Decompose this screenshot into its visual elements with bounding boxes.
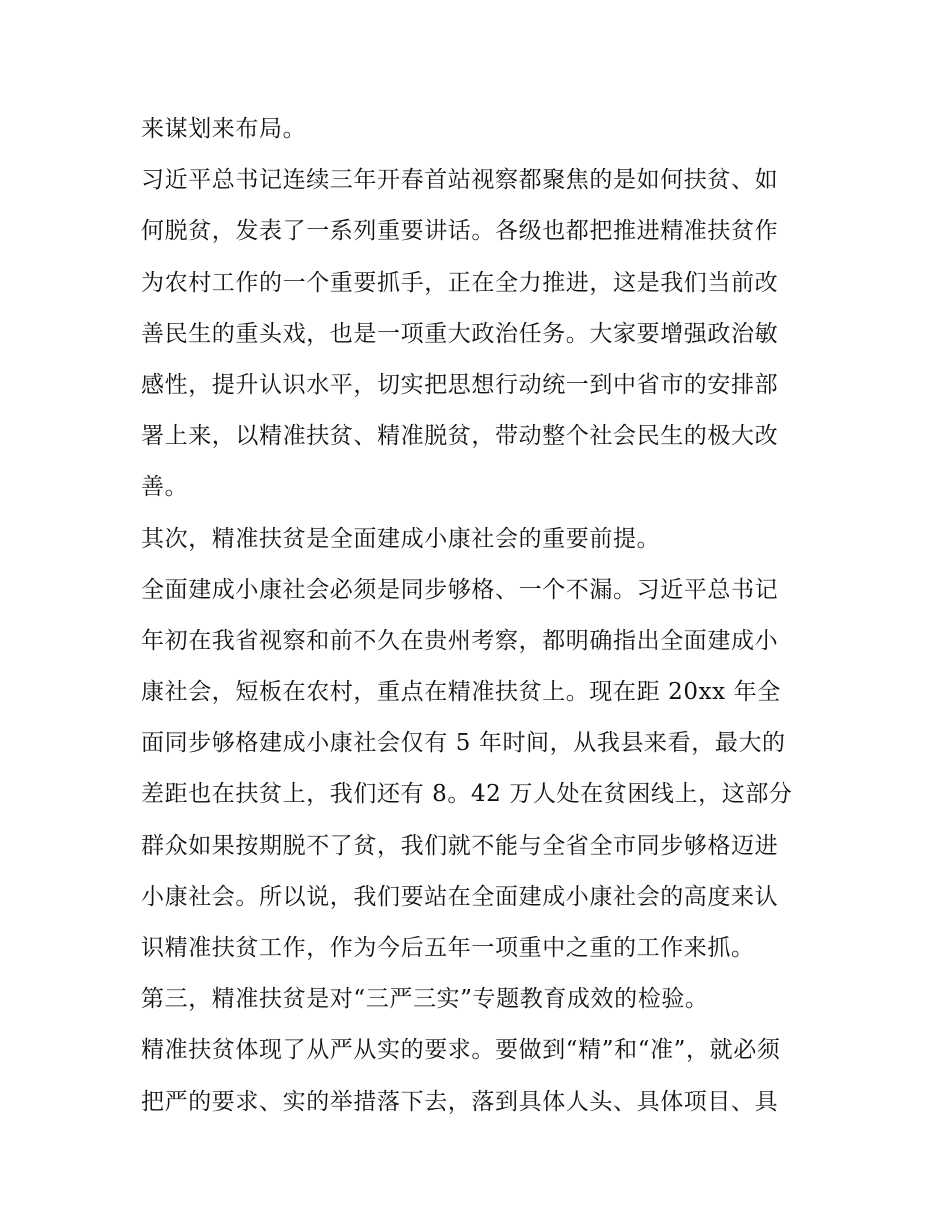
text-line: 何脱贫，发表了一系列重要讲话。各级也都把推进精准扶贫作	[141, 218, 779, 245]
text-line: 年初在我省视察和前不久在贵州考察，都明确指出全面建成小	[141, 627, 779, 654]
text-line: 署上来，以精准扶贫、精准脱贫，带动整个社会民生的极大改	[141, 423, 779, 450]
text-line: 小康社会。所以说，我们要站在全面建成小康社会的高度来认	[141, 883, 779, 910]
text-line: 精准扶贫体现了从严从实的要求。要做到“精”和“准”，就必须	[141, 1037, 781, 1064]
text-line: 差距也在扶贫上，我们还有 8。42 万人处在贫困线上，这部分	[141, 781, 793, 808]
text-line: 面同步够格建成小康社会仅有 5 年时间，从我县来看，最大的	[141, 730, 786, 757]
text-line: 善。	[141, 474, 189, 501]
text-line: 群众如果按期脱不了贫，我们就不能与全省全市同步够格迈进	[141, 832, 779, 859]
text-line: 习近平总书记连续三年开春首站视察都聚焦的是如何扶贫、如	[141, 167, 779, 194]
text-line: 全面建成小康社会必须是同步够格、一个不漏。习近平总书记	[141, 576, 779, 603]
body-text	[141, 104, 821, 1128]
section-heading-line: 第三，精准扶贫是对“三严三实”专题教育成效的检验。	[141, 986, 709, 1013]
section-heading-line: 其次，精准扶贫是全面建成小康社会的重要前提。	[141, 525, 661, 552]
text-line: 来谋划来布局。	[141, 116, 307, 142]
text-line: 康社会，短板在农村，重点在精准扶贫上。现在距 20xx 年全	[141, 679, 781, 706]
text-line: 识精准扶贫工作，作为今后五年一项重中之重的工作来抓。	[141, 935, 755, 961]
text-line: 把严的要求、实的举措落下去，落到具体人头、具体项目、具	[141, 1088, 779, 1115]
text-line: 感性，提升认识水平，切实把思想行动统一到中省市的安排部	[141, 371, 779, 398]
text-line: 为农村工作的一个重要抓手，正在全力推进，这是我们当前改	[141, 269, 779, 296]
text-line: 善民生的重头戏，也是一项重大政治任务。大家要增强政治敏	[141, 320, 779, 347]
